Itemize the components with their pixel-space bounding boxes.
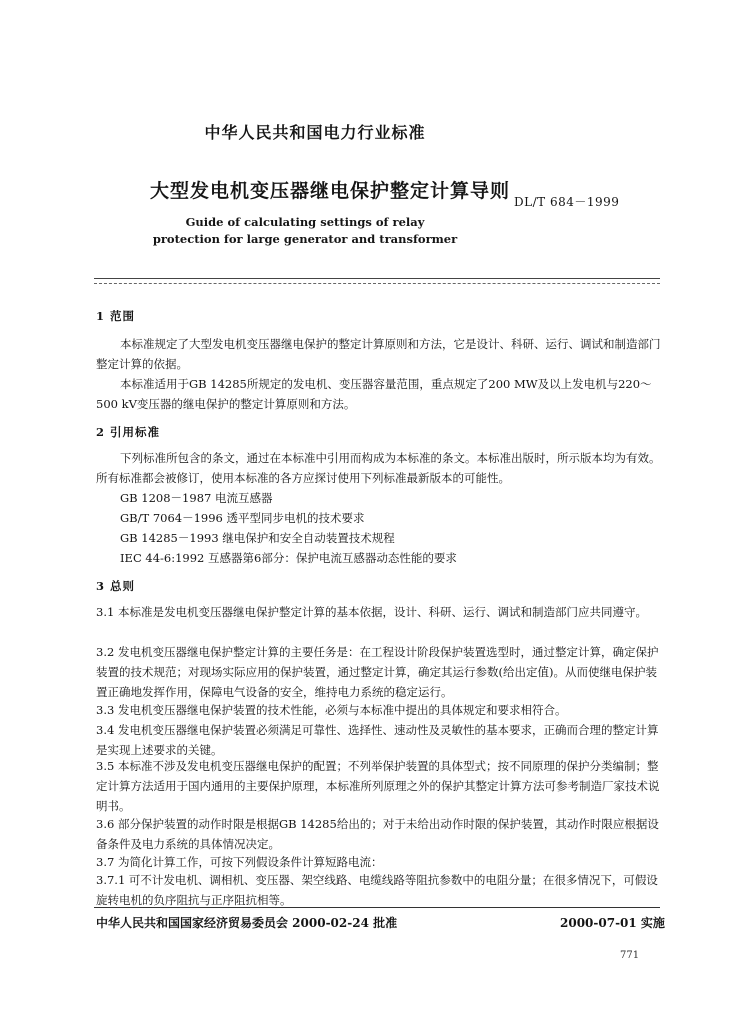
clause-3-3: 3.3 发电机变压器继电保护装置的技术性能，必须与本标准中提出的具体规定和要求相符合。 [96, 703, 567, 717]
reference-item: GB 1208－1987 电流互感器 [120, 491, 273, 505]
page-number: 771 [620, 950, 640, 961]
section-3-title: 3 总则 [96, 579, 136, 593]
clause-3-1: 3.1 本标准是发电机变压器继电保护整定计算的基本依据，设计、科研、运行、调试和制造部门应共同遵守。 [96, 605, 647, 619]
section-1-paragraph-2: 本标准适用于GB 14285所规定的发电机、变压器容量范围，重点规定了200 MW及以上发电机与220～500 kV变压器的继电保护的整定计算原则和方法。 [96, 377, 652, 411]
reference-item: GB 14285－1993 继电保护和安全自动装置技术规程 [120, 531, 395, 545]
standard-organization: 中华人民共和国电力行业标准 [204, 123, 426, 142]
implementation-date: 2000-07-01 实施 [560, 916, 665, 930]
reference-item: IEC 44-6:1992 互感器第6部分：保护电流互感器动态性能的要求 [120, 551, 457, 565]
section-1-title: 1 范围 [96, 309, 136, 323]
title-en-line-1: Guide of calculating settings of relay [185, 215, 425, 229]
clause-3-7-1: 3.7.1 可不计发电机、调相机、变压器、架空线路、电缆线路等阻抗参数中的电阻分量；在很多情况下，可假设旋转电机的负序阻抗与正序阻抗相等。 [96, 873, 658, 907]
reference-item: GB/T 7064－1996 透平型同步电机的技术要求 [120, 511, 365, 525]
clause-3-4: 3.4 发电机变压器继电保护装置必须满足可靠性、选择性、速动性及灵敏性的基本要求，正确而合理的整定计算是实现上述要求的关键。 [96, 723, 659, 757]
section-1-paragraph-1: 本标准规定了大型发电机变压器继电保护的整定计算原则和方法，它是设计、科研、运行、调试和制造部门整定计算的依据。 [96, 337, 661, 371]
section-2-title: 2 引用标准 [96, 425, 161, 439]
header-divider [94, 278, 660, 279]
header-divider-dashed [94, 283, 660, 284]
standard-code: DL/T 684－1999 [514, 195, 620, 209]
document-title-english [140, 214, 470, 248]
clause-3-7: 3.7 为简化计算工作，可按下列假设条件计算短路电流： [96, 855, 383, 869]
clause-3-2: 3.2 发电机变压器继电保护整定计算的主要任务是：在工程设计阶段保护装置选型时，通过整定计算，确定保护装置的技术规范；对现场实际应用的保护装置，通过整定计算，确定其运行参数(给出定值)。从而使继电保护装置正确地发挥作用，保障电气设备的安全，维持电力系统的稳定运行。 [96, 645, 659, 699]
footer-divider [94, 907, 660, 908]
clause-3-6: 3.6 部分保护装置的动作时限是根据GB 14285给出的；对于未给出动作时限的保护装置，其动作时限应根据设备条件及电力系统的具体情况决定。 [96, 817, 659, 851]
section-2-paragraph-1: 下列标准所包含的条文，通过在本标准中引用而构成为本标准的条文。本标准出版时，所示版本均为有效。所有标准都会被修订，使用本标准的各方应探讨使用下列标准最新版本的可能性。 [96, 451, 661, 485]
clause-3-5: 3.5 本标准不涉及发电机变压器继电保护的配置；不列举保护装置的具体型式；按不同原理的保护分类编制；整定计算方法适用于国内通用的主要保护原理，本标准所列原理之外的保护其整定计算方法可参考制造厂家技术说明书。 [96, 759, 660, 813]
approval-statement: 中华人民共和国国家经济贸易委员会 2000-02-24 批准 [96, 916, 398, 930]
title-en-line-2: protection for large generator and transformer [152, 232, 458, 246]
document-title-chinese: 大型发电机变压器继电保护整定计算导则 [150, 180, 511, 202]
